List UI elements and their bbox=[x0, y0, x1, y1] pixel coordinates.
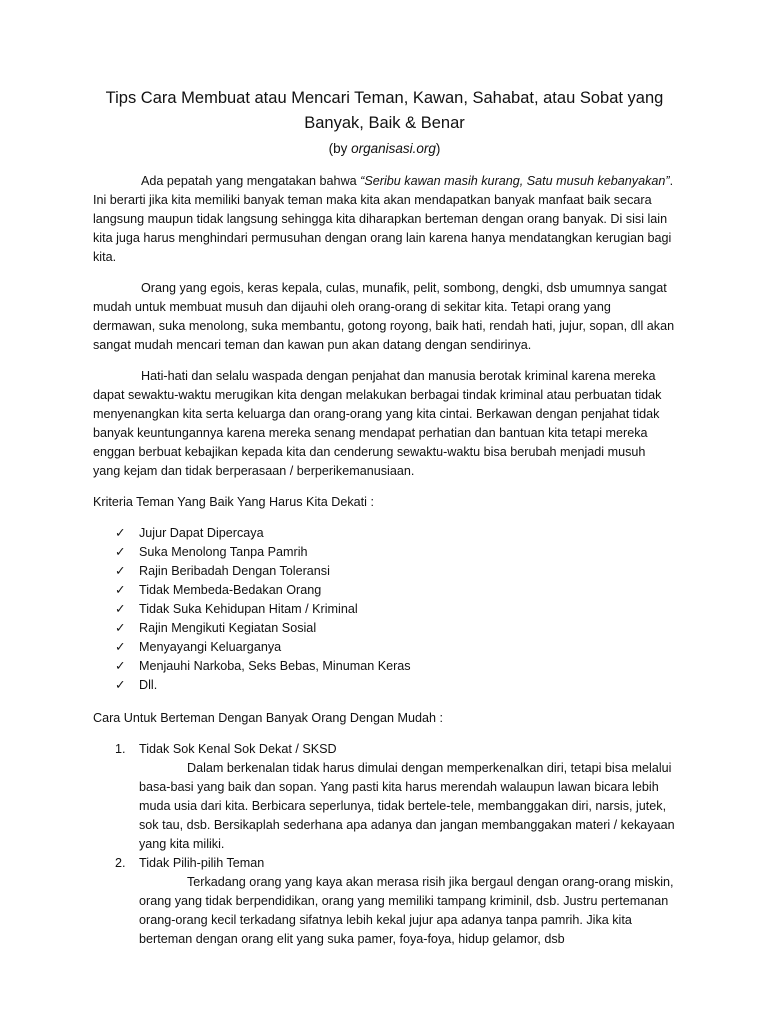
document-title bbox=[93, 86, 676, 136]
title-line-2: Banyak, Baik & Benar bbox=[304, 114, 465, 132]
criteria-item-label: Rajin Beribadah Dengan Toleransi bbox=[139, 564, 330, 578]
byline-prefix: (by bbox=[328, 141, 352, 156]
checkmark-icon: ✓ bbox=[115, 526, 126, 540]
proverb-quote: “Seribu kawan masih kurang, Satu musuh kebanyakan” bbox=[360, 174, 670, 188]
checkmark-icon: ✓ bbox=[115, 640, 126, 654]
checkmark-icon: ✓ bbox=[115, 545, 126, 559]
title-line-1: Tips Cara Membuat atau Mencari Teman, Kawan, Sahabat, atau Sobat yang bbox=[105, 89, 664, 107]
criteria-item-label: Dll. bbox=[139, 678, 158, 692]
paragraph-intro bbox=[93, 172, 676, 267]
checkmark-icon: ✓ bbox=[115, 564, 126, 578]
checkmark-icon: ✓ bbox=[115, 621, 126, 635]
byline-suffix: ) bbox=[435, 141, 441, 156]
criteria-item-label: Jujur Dapat Dipercaya bbox=[139, 526, 264, 540]
byline-site: organisasi.org bbox=[351, 141, 436, 156]
way-heading bbox=[115, 854, 676, 873]
list-item bbox=[115, 562, 676, 581]
criteria-item-label: Rajin Mengikuti Kegiatan Sosial bbox=[139, 621, 317, 635]
criteria-item-label: Tidak Membeda-Bedakan Orang bbox=[139, 583, 322, 597]
list-item bbox=[115, 543, 676, 562]
criteria-heading: Kriteria Teman Yang Baik Yang Harus Kita Dekati : bbox=[93, 495, 374, 509]
way-title: Tidak Pilih-pilih Teman bbox=[139, 856, 265, 870]
way-description: Terkadang orang yang kaya akan merasa risih jika bergaul dengan orang-orang miskin, orang yang tidak berpendidikan, orang yang memiliki tampang kriminil, dsb. Justru pertemanan orang-orang kecil terkadang sifatnya lebih kekal jujur apa adanya tanpa pamrih. Jika kita berteman dengan orang elit yang suka pamer, foya-foya, hidup gelamor, dsb bbox=[139, 875, 674, 946]
way-title: Tidak Sok Kenal Sok Dekat / SKSD bbox=[139, 742, 337, 756]
byline bbox=[93, 140, 676, 158]
ways-list bbox=[93, 740, 676, 949]
list-item bbox=[115, 740, 676, 854]
list-item bbox=[115, 676, 676, 695]
list-item bbox=[115, 600, 676, 619]
list-item bbox=[115, 524, 676, 543]
way-heading bbox=[115, 740, 676, 759]
paragraph-traits: Orang yang egois, keras kepala, culas, munafik, pelit, sombong, dengki, dsb umumnya sangat mudah untuk membuat musuh dan dijauhi oleh orang-orang di sekitar kita. Tetapi orang yang dermawan, suka menolong, suka membantu, gotong royong, baik hati, rendah hati, jujur, sopan, dll akan sangat mudah mencari teman dan kawan pun akan datang dengan sendirinya. bbox=[93, 281, 675, 352]
list-item bbox=[115, 657, 676, 676]
checkmark-icon: ✓ bbox=[115, 583, 126, 597]
way-number: 2. bbox=[115, 856, 126, 870]
checkmark-icon: ✓ bbox=[115, 602, 126, 616]
list-item bbox=[115, 854, 676, 949]
way-number: 1. bbox=[115, 742, 126, 756]
ways-heading: Cara Untuk Berteman Dengan Banyak Orang Dengan Mudah : bbox=[93, 711, 444, 725]
list-item bbox=[115, 619, 676, 638]
checkmark-icon: ✓ bbox=[115, 678, 126, 692]
list-item bbox=[115, 638, 676, 657]
checkmark-icon: ✓ bbox=[115, 659, 126, 673]
criteria-list bbox=[93, 524, 676, 695]
list-item bbox=[115, 581, 676, 600]
criteria-item-label: Tidak Suka Kehidupan Hitam / Kriminal bbox=[139, 602, 358, 616]
way-description: Dalam berkenalan tidak harus dimulai dengan memperkenalkan diri, tetapi bisa melalui basa-basi yang baik dan sopan. Yang pasti kita harus merendah walaupun lawan bicara lebih muda usia dari kita. Berbicara seperlunya, tidak bertele-tele, membanggakan diri, narsis, jutek, sok tau, dsb. Bersikaplah sederhana apa adanya dan jangan membanggakan materi / kekayaan yang kita miliki. bbox=[139, 761, 675, 851]
paragraph-intro-rest: . Ini berarti jika kita memiliki banyak teman maka kita akan mendapatkan banyak manfaat baik secara langsung maupun tidak langsung sehingga kita diharapkan berteman dengan orang banyak. Di sisi lain kita juga harus menghindari permusuhan dengan orang lain karena hanya mendatangkan kerugian bagi kita. bbox=[93, 174, 674, 264]
criteria-item-label: Suka Menolong Tanpa Pamrih bbox=[139, 545, 308, 559]
paragraph-caution: Hati-hati dan selalu waspada dengan penjahat dan manusia berotak kriminal karena mereka dapat sewaktu-waktu merugikan kita dengan melakukan berbagai tindak kriminal atau perbuatan tidak menyenangkan kita serta keluarga dan orang-orang yang kita cintai. Berkawan dengan penjahat tidak banyak keuntungannya karena mereka senang mendapat perhatian dan bantuan kita tetapi mereka enggan berbuat kebajikan kepada kita dan cenderung sewaktu-waktu bisa berubah menjadi musuh yang kejam dan tidak berperasaan / berperikemanusiaan. bbox=[93, 369, 662, 478]
criteria-item-label: Menyayangi Keluarganya bbox=[139, 640, 282, 654]
criteria-item-label: Menjauhi Narkoba, Seks Bebas, Minuman Keras bbox=[139, 659, 411, 673]
paragraph-intro-lead: Ada pepatah yang mengatakan bahwa bbox=[141, 174, 361, 188]
